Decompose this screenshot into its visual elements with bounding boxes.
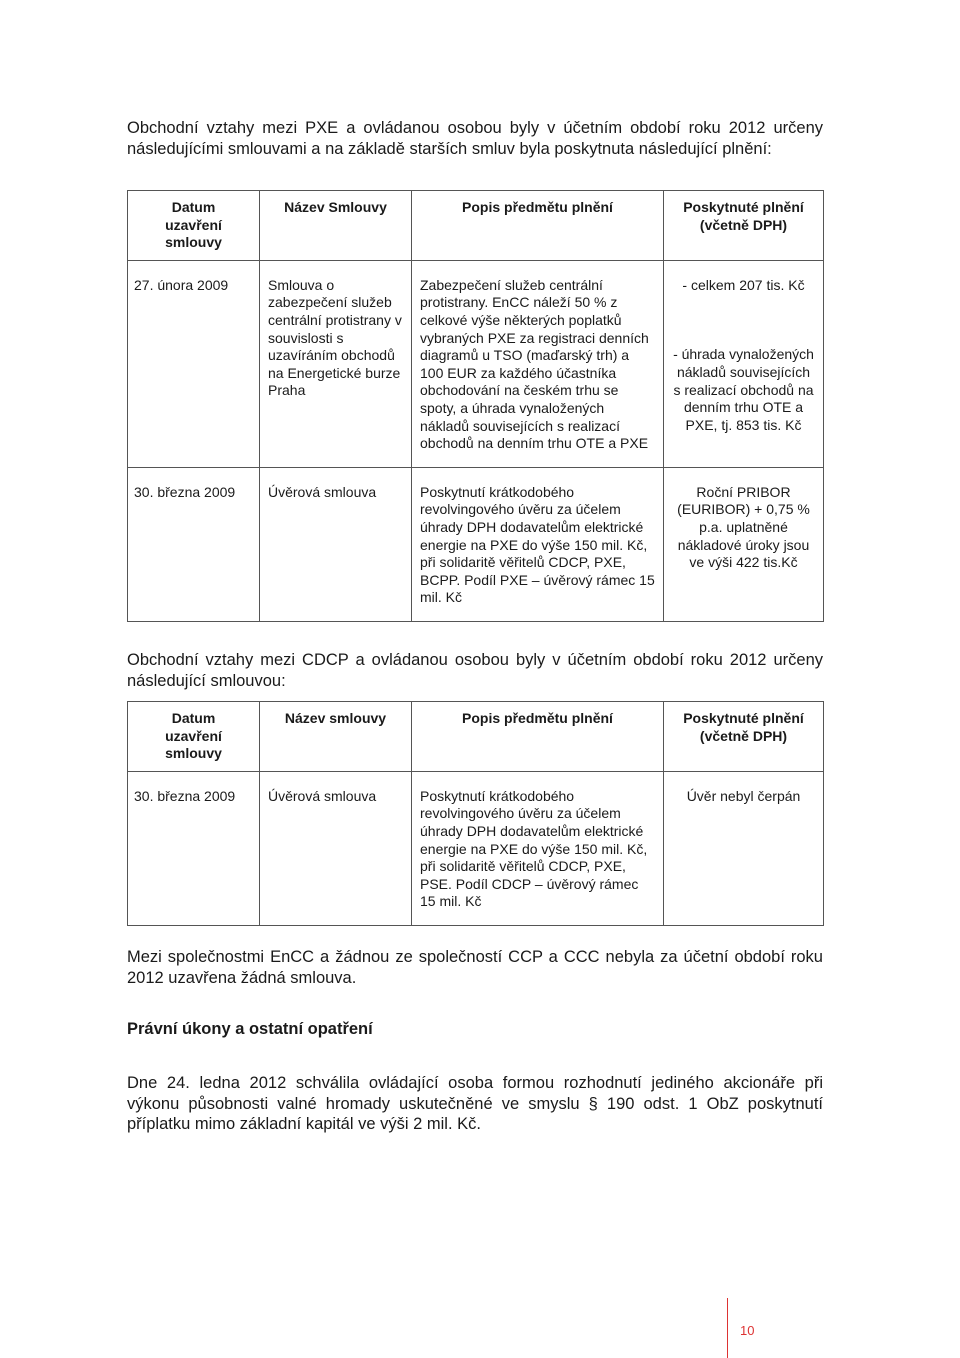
header-performance-line: Poskytnuté plnění xyxy=(683,710,804,726)
page-number-divider xyxy=(727,1298,728,1358)
row-date: 30. března 2009 xyxy=(128,467,260,621)
header-date-line: Datum xyxy=(171,199,216,215)
row-date: 27. února 2009 xyxy=(128,260,260,467)
header-date-line: uzavření xyxy=(165,216,222,233)
row-performance: Roční PRIBOR (EURIBOR) + 0,75 % p.a. uplatněné nákladové úroky jsou ve výši 422 tis.Kč xyxy=(664,467,824,621)
row-contract-name: Smlouva o zabezpečení služeb centrální protistrany v souvislosti s uzavíráním obchodů na Energetické burze Praha xyxy=(260,260,412,467)
pxe-contracts-table xyxy=(127,190,824,622)
table-header-row xyxy=(128,191,824,261)
table-row xyxy=(128,771,824,925)
header-performance xyxy=(664,702,824,772)
header-date-line: smlouvy xyxy=(165,234,222,251)
header-date-line: uzavření xyxy=(165,727,222,744)
section-heading: Právní úkony a ostatní opatření xyxy=(127,1020,373,1038)
header-performance-line: (včetně DPH) xyxy=(699,216,788,233)
encc-paragraph: Mezi společnostmi EnCC a žádnou ze společností CCP a CCC nebyla za účetní období roku 2012 uzavřena žádná smlouva. xyxy=(127,948,823,987)
row-description: Poskytnutí krátkodobého revolvingového úvěru za účelem úhrady DPH dodavatelům elektrické energie na PXE do výše 150 mil. Kč, při solidaritě věřitelů CDCP, PXE, PSE. Podíl CDCP – úvěrový rámec 15 mil. Kč xyxy=(412,771,664,925)
cdcp-contracts-table xyxy=(127,701,824,926)
table-row xyxy=(128,260,824,467)
performance-costs: - úhrada vynaložených nákladů souvisejících s realizací obchodů na denním trhu OTE a PXE, tj. 853 tis. Kč xyxy=(673,346,814,433)
header-name: Název smlouvy xyxy=(260,702,412,772)
performance-total: - celkem 207 tis. Kč xyxy=(682,276,805,293)
table-row xyxy=(128,467,824,621)
page-number: 10 xyxy=(740,1323,755,1338)
header-performance-line: Poskytnuté plnění xyxy=(683,199,804,215)
header-date-line: smlouvy xyxy=(165,745,222,762)
row-contract-name: Úvěrová smlouva xyxy=(260,467,412,621)
header-description: Popis předmětu plnění xyxy=(412,702,664,772)
header-performance-line: (včetně DPH) xyxy=(699,727,788,744)
legal-acts-paragraph: Dne 24. ledna 2012 schválila ovládající osoba formou rozhodnutí jediného akcionáře při výkonu působnosti valné hromady uskutečněné ve smyslu § 190 odst. 1 ObZ poskytnutí příplatku mimo základní kapitál ve výši 2 mil. Kč. xyxy=(127,1074,823,1133)
header-date xyxy=(128,191,260,261)
row-performance: Úvěr nebyl čerpán xyxy=(664,771,824,925)
row-description: Poskytnutí krátkodobého revolvingového úvěru za účelem úhrady DPH dodavatelům elektrické energie na PXE do výše 150 mil. Kč, při solidaritě věřitelů CDCP, PXE, BCPP. Podíl PXE – úvěrový rámec 15 mil. Kč xyxy=(412,467,664,621)
header-date-line: Datum xyxy=(171,710,216,726)
row-contract-name: Úvěrová smlouva xyxy=(260,771,412,925)
header-name: Název Smlouvy xyxy=(260,191,412,261)
intro-paragraph-cdcp: Obchodní vztahy mezi CDCP a ovládanou osobou byly v účetním období roku 2012 určeny následující smlouvou: xyxy=(127,651,823,690)
row-date: 30. března 2009 xyxy=(128,771,260,925)
row-description: Zabezpečení služeb centrální protistrany. EnCC náleží 50 % z celkové výše některých poplatků vybraných PXE za registraci denních diagramů u TSO (maďarský trh) a 100 EUR za každého účastníka obchodování na českém trhu se spoty, a úhrada vynaložených nákladů souvisejících s realizací obchodů na denním trhu OTE a PXE xyxy=(412,260,664,467)
intro-paragraph-pxe: Obchodní vztahy mezi PXE a ovládanou osobou byly v účetním období roku 2012 určeny následujícími smlouvami a na základě starších smluv byla poskytnuta následující plnění: xyxy=(127,119,823,158)
header-description: Popis předmětu plnění xyxy=(412,191,664,261)
row-performance xyxy=(664,260,824,467)
header-performance xyxy=(664,191,824,261)
table-header-row xyxy=(128,702,824,772)
header-date xyxy=(128,702,260,772)
